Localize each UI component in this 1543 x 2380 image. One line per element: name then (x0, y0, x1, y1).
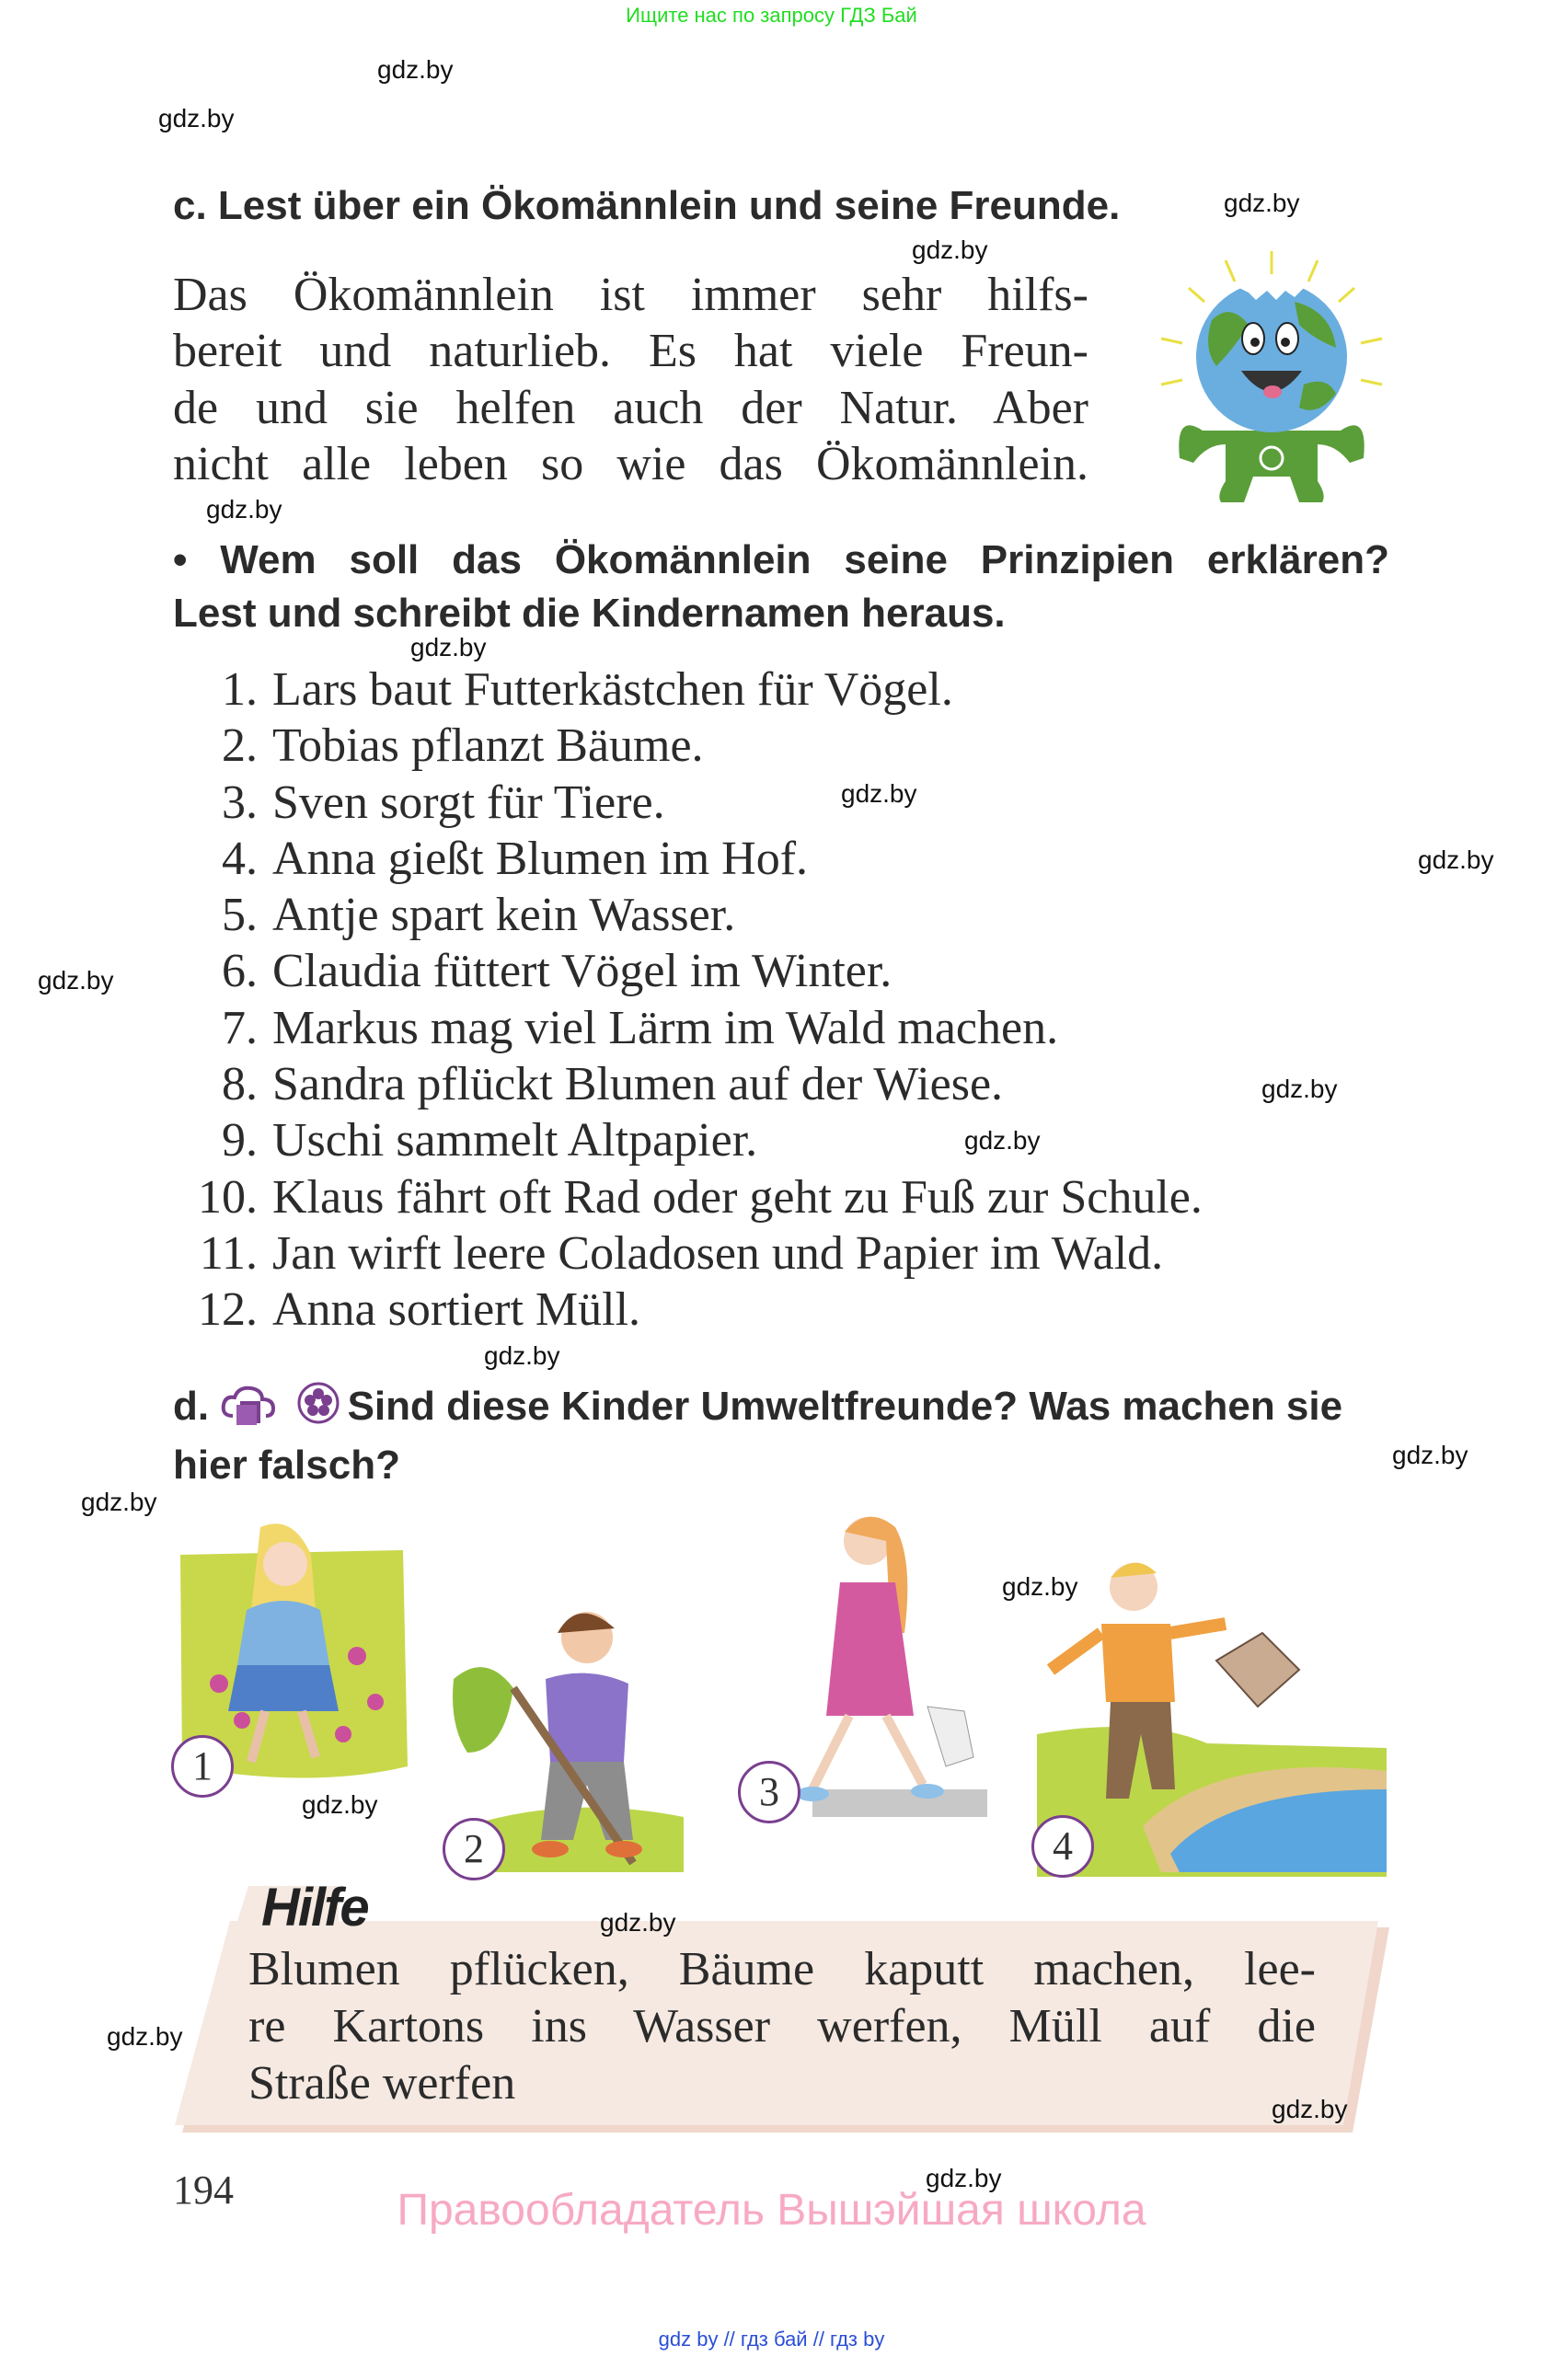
picture-number-badge: 1 (171, 1735, 234, 1798)
task-question (173, 534, 1389, 640)
item-text: Klaus fährt oft Rad oder geht zu Fuß zur Schule. (272, 1170, 1203, 1224)
watermark: gdz.by (158, 104, 235, 132)
search-hint: Ищите нас по запросу ГДЗ Бай (626, 4, 917, 27)
question-line: Lest und schreibt die Kindernamen heraus. (173, 591, 1006, 636)
item-number: 8. (222, 1058, 258, 1111)
list-item (173, 831, 1203, 887)
cloud-folder-icon (220, 1383, 277, 1439)
picture-number-badge: 2 (443, 1818, 505, 1880)
copyright-holder: Правообладатель Вышэйшая школа (397, 2186, 1146, 2235)
watermark: gdz.by (206, 495, 282, 523)
watermark: gdz.by (1224, 189, 1300, 217)
item-text: Claudia füttert Vögel im Winter. (272, 945, 892, 998)
item-text: Anna sortiert Müll. (272, 1283, 641, 1337)
watermark: gdz.by (484, 1341, 560, 1370)
item-number: 1. (222, 663, 258, 716)
intro-paragraph (173, 267, 1088, 492)
children-list (173, 661, 1203, 1339)
picture-number-badge: 3 (738, 1761, 800, 1823)
item-number: 3. (222, 776, 258, 829)
list-item (173, 1169, 1203, 1225)
watermark: gdz.by (1272, 2095, 1348, 2123)
paragraph-line: de und sie helfen auch der Natur. Aber (173, 381, 1088, 434)
paragraph-line: nicht alle leben so wie das Ökomännlein. (173, 437, 1088, 490)
list-item (173, 1112, 1203, 1168)
list-item (173, 718, 1203, 774)
hilfe-line: Blumen pflücken, Bäume kaputt machen, lee- (248, 1943, 1316, 1995)
section-d-heading-line: Sind diese Kinder Umweltfreunde? Was machen sie (347, 1384, 1343, 1429)
watermark: gdz.by (841, 779, 917, 808)
watermark: gdz.by (410, 633, 487, 661)
section-d-heading-line: hier falsch? (173, 1443, 400, 1488)
list-item (173, 775, 1203, 831)
item-text: Jan wirft leere Coladosen und Papier im Wald. (272, 1226, 1164, 1280)
footer-links[interactable]: gdz by // гдз бай // гдз by (658, 2328, 885, 2351)
item-text: Tobias pflanzt Bäume. (272, 719, 704, 773)
hilfe-line: Straße werfen (248, 2057, 516, 2110)
item-text: Sven sorgt für Tiere. (272, 776, 665, 829)
section-d-prefix: d. (173, 1384, 210, 1429)
list-item (173, 1000, 1203, 1056)
watermark: gdz.by (1392, 1441, 1468, 1469)
item-number: 11. (199, 1226, 258, 1280)
hilfe-text (248, 1941, 1316, 2112)
paragraph-line: bereit und naturlieb. Es hat viele Freun- (173, 325, 1088, 378)
watermark: gdz.by (1418, 845, 1494, 874)
bullet: • (173, 537, 188, 582)
eco-globe-illustration (1138, 247, 1405, 509)
item-number: 12. (198, 1283, 258, 1337)
watermark: gdz.by (964, 1126, 1041, 1155)
hilfe-title: Hilfe (261, 1878, 368, 1937)
watermark: gdz.by (377, 55, 454, 84)
item-text: Uschi sammelt Altpapier. (272, 1114, 758, 1167)
question-line: Wem soll das Ökomännlein seine Prinzipien erklären? (220, 537, 1389, 582)
item-text: Sandra pflückt Blumen auf der Wiese. (272, 1058, 1004, 1111)
watermark: gdz.by (107, 2022, 183, 2051)
watermark: gdz.by (912, 236, 988, 264)
list-item (173, 1282, 1203, 1338)
section-c-heading: c. Lest über ein Ökomännlein und seine Freunde. (173, 183, 1121, 228)
list-item (173, 943, 1203, 999)
watermark: gdz.by (1002, 1572, 1078, 1601)
watermark: gdz.by (38, 966, 114, 995)
list-item (173, 887, 1203, 943)
item-text: Lars baut Futterkästchen für Vögel. (272, 663, 953, 716)
hilfe-line: re Kartons ins Wasser werfen, Müll auf die (248, 2000, 1316, 2052)
item-text: Anna gießt Blumen im Hof. (272, 832, 809, 885)
item-number: 2. (222, 719, 258, 773)
item-text: Markus mag viel Lärm im Wald machen. (272, 1001, 1059, 1054)
item-number: 4. (222, 832, 258, 885)
watermark: gdz.by (600, 1908, 676, 1937)
item-number: 9. (222, 1114, 258, 1167)
list-item (173, 1225, 1203, 1282)
page-number: 194 (173, 2167, 234, 2213)
item-text: Antje spart kein Wasser. (272, 889, 736, 942)
picture-number-badge: 4 (1031, 1815, 1094, 1878)
list-item (173, 661, 1203, 718)
flower-icon (296, 1381, 340, 1439)
list-item (173, 1056, 1203, 1112)
section-d-heading (173, 1380, 1397, 1492)
watermark: gdz.by (1261, 1075, 1338, 1103)
item-number: 10. (198, 1170, 258, 1224)
watermark: gdz.by (926, 2164, 1002, 2192)
watermark: gdz.by (81, 1488, 157, 1516)
item-number: 6. (222, 945, 258, 998)
watermark: gdz.by (302, 1790, 378, 1819)
paragraph-line: Das Ökomännlein ist immer sehr hilfs- (173, 269, 1088, 321)
item-number: 5. (222, 889, 258, 942)
item-number: 7. (222, 1001, 258, 1054)
